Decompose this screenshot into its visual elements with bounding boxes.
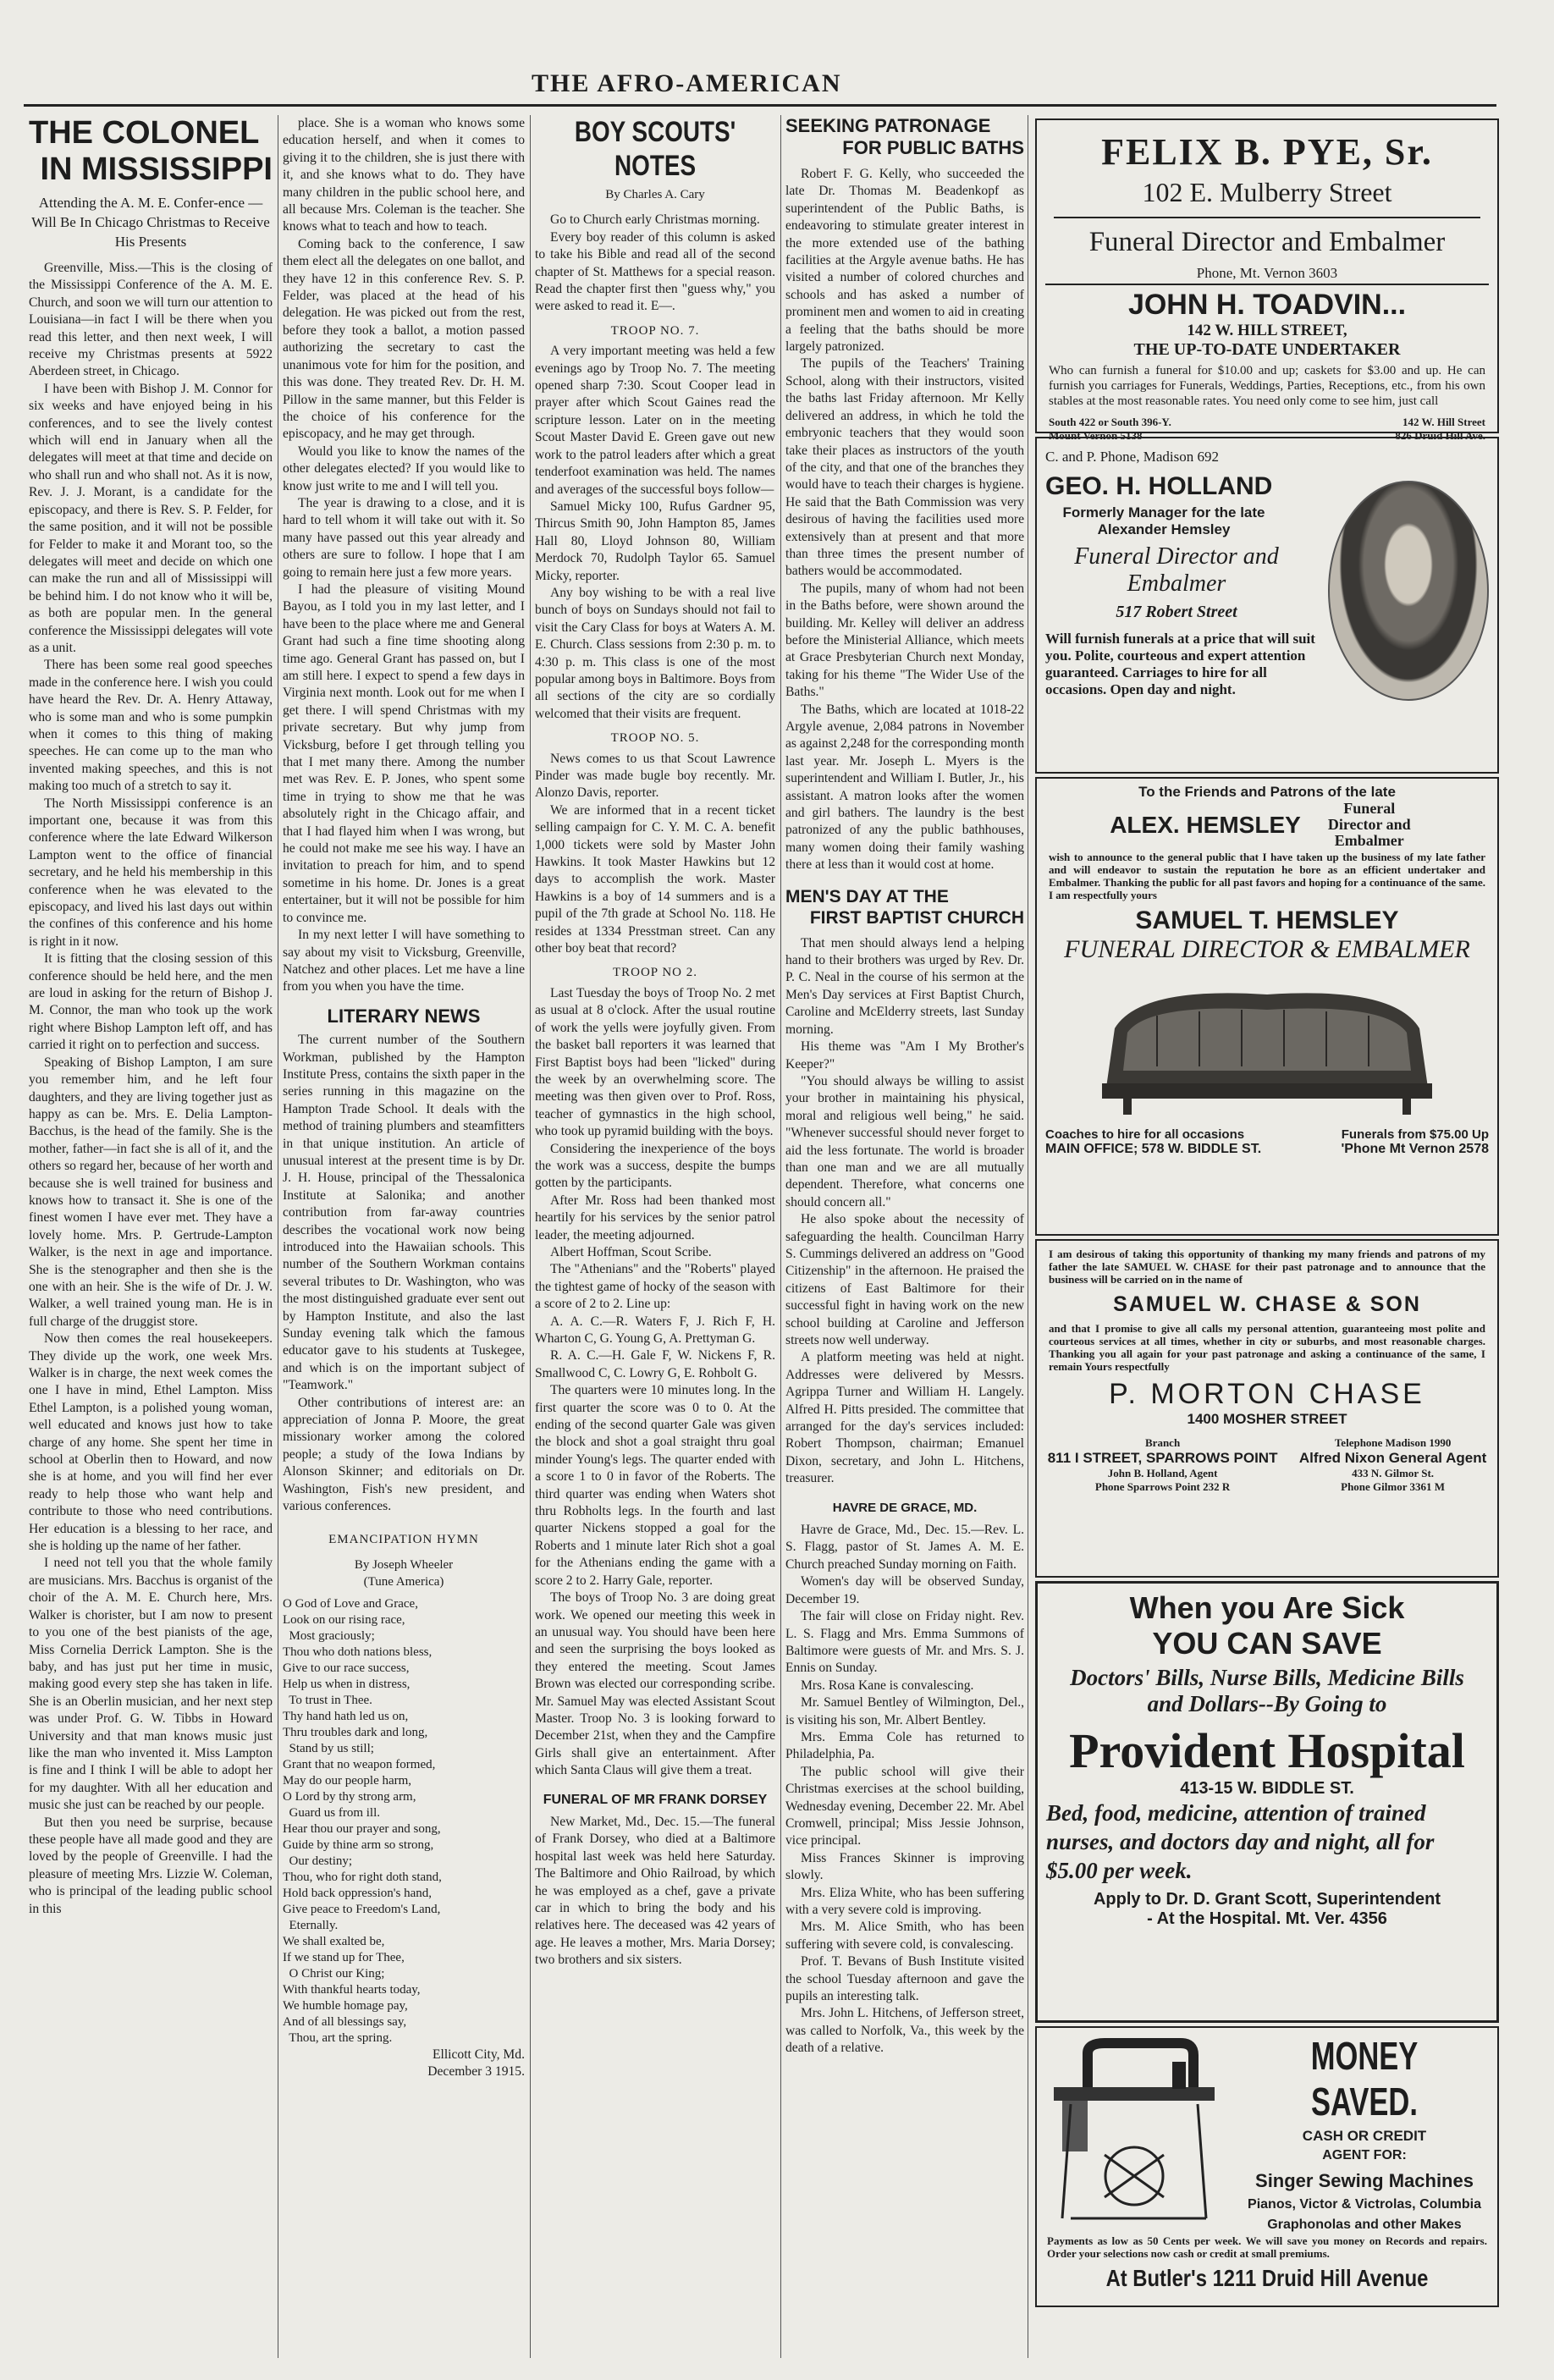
ad-toadvin-phone-2: Mount Vernon 5138 bbox=[1049, 429, 1143, 442]
headline-havre-de-grace: HAVRE DE GRACE, MD. bbox=[832, 1500, 978, 1515]
ad-hemsley-funerals: Funerals from $75.00 Up bbox=[1341, 1127, 1489, 1142]
ad-butler-terms: Payments as low as 50 Cents per week. We will save you money on Records and repairs. Order your selections now cash or credit at small premiums. bbox=[1047, 2234, 1487, 2260]
ad-toadvin-street-2: 826 Druid Hill Ave. bbox=[1395, 429, 1485, 442]
ad-toadvin-slogan: THE UP-TO-DATE UNDERTAKER bbox=[1133, 340, 1401, 359]
paragraph: The pupils of the Teachers' Training School, along with their instructors, visited the baths last Friday afternoon. Mr Kelly delivered an address, in which he told the embryonic teachers that they would soon take their places as instructors of the youth of the city, and that one of the branches they would have to teach their charges is hygiene. He said that the Bath Commission was very desirous of having the facilities used more extensively than at present and that more than three times the present number of bathers would be accommodated. bbox=[785, 356, 1024, 579]
article-body bbox=[29, 260, 273, 1918]
paragraph: But then you need be surprise, because these people have all made good and they are loved by the people of Greenville. I had the pleasure of meeting Mrs. Lizzie W. Coleman, who is principal of the leading public school in this bbox=[29, 1815, 273, 1916]
headline-colonel: THE COLONEL bbox=[29, 115, 260, 151]
paragraph: The current number of the Southern Workman, published by the Hampton Institute Press, contains the sixth paper in the series running in this magazine on the Hampton Trade School. It deals with the method of training plumbers and steamfitters in that unique institution. An article of unusual interest at the present time is by Dr. J. H. House, principal of the Thessalonica Institute at Salonika; and another contribution from far-away countries describes the vocational work now being introduced into the Hawaiian schools. This number of the Southern Workman contains several tributes to Dr. Washington, who was the most distinguished graduate ever sent out by Hampton Institute, and also the last Sunday evening talk which the famous educator gave to his students at Tuskegee, and which is on the important subject of "Teamwork." bbox=[283, 1033, 525, 1393]
ad-holland-former: Formerly Manager for the late Alexander Hemsley bbox=[1062, 504, 1265, 537]
article-body bbox=[535, 212, 775, 315]
subheadline: Attending the A. M. E. Confer-ence — Will Be In Chicago Christmas to Receive His Presents bbox=[31, 195, 270, 250]
paragraph: Mrs. M. Alice Smith, who has been suffering with severe cold, is convalescing. bbox=[785, 1920, 1024, 1952]
ad-chase bbox=[1035, 1239, 1499, 1578]
headline-mississippi: IN MISSISSIPPI bbox=[40, 152, 273, 187]
holland-portrait bbox=[1328, 481, 1489, 701]
paragraph: Mr. Samuel Bentley of Wilmington, Del., is visiting his son, Mr. Albert Bentley. bbox=[785, 1695, 1024, 1727]
article-body bbox=[535, 751, 775, 958]
ad-pye-address: 102 E. Mulberry Street bbox=[1142, 177, 1392, 207]
ad-butler-agent: AGENT FOR: bbox=[1322, 2148, 1407, 2162]
ad-provident-line-5: Bed, food, medicine, attention of trained nurses, and doctors day and night, all for $5.00 per week. bbox=[1046, 1800, 1435, 1883]
ad-hemsley-name: ALEX. HEMSLEY bbox=[1110, 811, 1301, 838]
paragraph: Go to Church early Christmas morning. bbox=[550, 212, 760, 228]
paragraph: Would you like to know the names of the other delegates elected? If you would like to know just write to me and I will tell you. bbox=[283, 443, 525, 493]
headline-first-baptist: FIRST BAPTIST CHURCH bbox=[809, 907, 1024, 928]
paragraph: The year is drawing to a close, and it is hard to tell whom it will take out with it. So many have passed out this year already and others are sure to follow. I hope that I am going to remain here just a few more years. bbox=[283, 495, 525, 580]
paragraph: The North Mississippi conference is an important one, because it was from this conference where the late Edward Wilkerson Lampton went to the office of financial secretary, and he held his membership in this conference when he was elevated to the episcopacy, and lived his last days out within the confines of this conference and his home is right in it now. bbox=[29, 796, 273, 949]
paragraph: A platform meeting was held at night. Addresses were delivered by Messrs. Agrippa Turner and William H. Langely. Alfred H. Pitts presided. The committee that arranged for the day's services included: Robert Thompson, chairman; Emanuel Dixon, secretary, and John L. Hitchens, treasurer. bbox=[785, 1350, 1024, 1486]
ad-chase-agent: John B. Holland, Agent bbox=[1107, 1467, 1218, 1479]
ad-pye-trade: Funeral Director and Embalmer bbox=[1088, 227, 1446, 257]
paragraph: Mrs. Emma Cole has returned to Philadelphia, Pa. bbox=[785, 1729, 1024, 1762]
ad-chase-branch-phone: Phone Sparrows Point 232 R bbox=[1094, 1480, 1231, 1493]
hymn-title: EMANCIPATION HYMN bbox=[328, 1532, 479, 1546]
headline-public-baths: FOR PUBLIC BATHS bbox=[842, 137, 1024, 158]
paragraph: Now then comes the real housekeepers. They divide up the work, one week Mrs. Walker is in charge, the next week comes the one I have in mind, Ethel Lampton. Miss Ethel Lampton, is a polished young woman, well educated and knows just how to take charge of any home. She spent her time in school at Oberlin then to Howard, and now she is at home, and you will find her ever ready to help those who want help and contribute to those who need contributions. Her education is a blessing to her race, and she is holding up the name of her father. bbox=[29, 1331, 273, 1554]
paragraph: Prof. T. Bevans of Bush Institute visited the school Tuesday afternoon and gave the pupils an interesting talk. bbox=[785, 1954, 1024, 2004]
paragraph: It is fitting that the closing session of this conference should be held here, and the men are loud in asking for the return of Bishop J. M. Connor, the man who took up the work right where Bishop Lampton left off, and has carried it right on to perfection and success. bbox=[29, 951, 273, 1053]
ad-provident-line-6: Apply to Dr. D. Grant Scott, Superintendent bbox=[1093, 1890, 1441, 1909]
paragraph: There has been some real good speeches made in the conference here. I wish you could have heard the Rev. Dr. A. Henry Attaway, who is some man and who is some pumpkin when it comes to this thing of making speeches. He can come up to the man who invented making speeches, and this is not making too much of a stretch to say it. bbox=[29, 658, 273, 794]
ad-chase-telephone: Telephone Madison 1990 bbox=[1334, 1436, 1452, 1449]
headline-seeking-patronage: SEEKING PATRONAGE bbox=[785, 115, 991, 136]
headline-mens-day: MEN'S DAY AT THE bbox=[785, 886, 949, 906]
paragraph: Other contributions of interest are: an appreciation of Jonna P. Moore, the great missionary worker among the colored people; a study of the Iowa Indians by Alonson Skinner; and editorials on Dr. Washington, Fish's new president, and various conferences. bbox=[283, 1395, 525, 1514]
article-body bbox=[283, 115, 525, 996]
ad-hemsley-coaches: Coaches to hire for all occasions bbox=[1045, 1127, 1245, 1142]
ad-toadvin-street: 142 W. Hill Street bbox=[1402, 416, 1485, 428]
column-boy-scouts bbox=[535, 115, 775, 2358]
hymn-author: By Joseph Wheeler bbox=[354, 1557, 454, 1572]
column-colonel bbox=[29, 115, 273, 2358]
headline-funeral: FUNERAL OF MR FRANK DORSEY bbox=[543, 1792, 768, 1807]
ad-butler-pianos: Pianos, Victor & Victrolas, Columbia bbox=[1248, 2197, 1481, 2212]
ad-provident-hospital bbox=[1035, 1581, 1499, 2023]
ad-butler-cash: CASH OR CREDIT bbox=[1302, 2128, 1427, 2144]
column-rule bbox=[780, 115, 781, 2358]
headline-literary-news: LITERARY NEWS bbox=[327, 1005, 481, 1027]
ad-chase-name: SAMUEL W. CHASE & SON bbox=[1113, 1292, 1421, 1316]
ad-hemsley-phone: 'Phone Mt Vernon 2578 bbox=[1341, 1142, 1489, 1156]
paragraph: Women's day will be observed Sunday, December 19. bbox=[785, 1574, 1024, 1606]
ad-hemsley-successor-trade: FUNERAL DIRECTOR & EMBALMER bbox=[1064, 935, 1470, 963]
article-body bbox=[535, 1814, 775, 1970]
newspaper-page bbox=[24, 59, 1530, 2361]
masthead bbox=[24, 59, 1496, 107]
ad-holland-phone: C. and P. Phone, Madison 692 bbox=[1045, 449, 1219, 465]
ad-holland bbox=[1035, 437, 1499, 774]
paragraph: Albert Hoffman, Scout Scribe. bbox=[550, 1244, 712, 1259]
column-rule bbox=[530, 115, 531, 2358]
ad-chase-body-2: and that I promise to give all calls my personal attention, guaranteeing most polite and courteous services at all times, whether in city or suburbs, and most reasonable charges. Thanking you all again for your past patronage and asking a continuance of the same, I remain Yours respectfully bbox=[1049, 1322, 1485, 1373]
ad-chase-general-phone: Phone Gilmor 3361 M bbox=[1341, 1480, 1446, 1493]
ad-chase-general-address: 433 N. Gilmor St. bbox=[1352, 1467, 1435, 1479]
paragraph: I need not tell you that the whole family are musicians. Mrs. Bacchus is organist of the choir of the A. M. E. Church here, Mrs. Walker is chorister, but I am now to present to you one of the best pianists of the age, Miss Cornelia Derrick Lampton. She is the baby, and has just put her time in music, making good every step she has taken in life. She is an Oberlin musician, and her next step was under Prof. G. W. Tibbs in Howard University and that man knows music just like the man who invented it. Miss Lampton is fine and I think I will be able to adopt her for my daughter. With all her education and music she just can be reached by our people. bbox=[29, 1556, 273, 1813]
ad-butler bbox=[1035, 2026, 1499, 2307]
paragraph: The fair will close on Friday night. Rev. L. S. Flagg and Mrs. Emma Summons of Baltimore were guests of Mr. and Mrs. S. J. Ennis on Sunday. bbox=[785, 1609, 1024, 1676]
paragraph: Last Tuesday the boys of Troop No. 2 met as usual at 8 o'clock. After the usual routine of work the yells were joyfully given. From the basket ball reporters it was learned that First Baptist boys had been "licked" during the week by an overwhelming score. The meeting was then given over to Prof. Ross, teacher of gymnastics in the high school, who took up pyramid building with the boys. bbox=[535, 985, 775, 1139]
ad-holland-address: 517 Robert Street bbox=[1116, 603, 1237, 621]
paragraph: Samuel Micky 100, Rufus Gardner 95, Thircus Smith 90, John Hampton 85, James Hall 80, Lloyd Johnson 80, William Merdock 70, Rudolph Taylor 65. Samuel Micky, reporter. bbox=[535, 499, 775, 583]
ad-chase-general-agent: Alfred Nixon General Agent bbox=[1298, 1450, 1487, 1466]
sofa-illustration bbox=[1089, 969, 1445, 1121]
paragraph: Mrs. Eliza White, who has been suffering with a very severe cold is improving. bbox=[785, 1885, 1024, 1917]
paragraph: He also spoke about the necessity of safeguarding the health. Councilman Harry S. Cummings delivered an address on "Good Citizenship" in the afternoon. He praised the citizens of East Baltimore for their successful fight in having work on the new school building at Caroline and Jefferson streets now well underway. bbox=[785, 1212, 1024, 1347]
column-public-baths bbox=[785, 115, 1024, 2358]
paragraph: Any boy wishing to be with a real live bunch of boys on Sundays should not fail to visit the Cary Class for boys at Waters A. M. E. Church. Class sessions from 2:30 p. m. to 4:30 p. m. This class is one of the most popular among boys in Baltimore. Boys from all sections of the city are so cordially welcomed that their visits are frequent. bbox=[535, 585, 775, 721]
paragraph: New Market, Md., Dec. 15.—The funeral of Frank Dorsey, who died at a Baltimore hospital last week was held here Saturday. The Baltimore and Ohio Railroad, by which he was employed as a chef, gave a private car in which to bring the body and his relatives here. The deceased was 42 years of age. He leaves a mother, Mrs. Maria Dorsey; two brothers and six sisters. bbox=[535, 1814, 775, 1968]
section-troop-5: TROOP NO. 5. bbox=[610, 731, 700, 746]
paragraph: The "Athenians" and the "Roberts" played the tightest game of hocky of the season with a score of 2 to 2. Line up: bbox=[535, 1262, 775, 1312]
paragraph: The Baths, which are located at 1018-22 Argyle avenue, 2,084 patrons in November as against 2,248 for the corresponding month last year. Mr. Joseph L. Myers is the superintendent and William I. Butler, Jr., his assistant. A matron looks after the women and girl bathers. The laundry is the best patronized of any the public bathhouses, many women doing their family washing there at less than it would cost at home. bbox=[785, 702, 1024, 873]
ad-chase-body: I am desirous of taking this opportunity of thanking my many friends and patrons of my father the late SAMUEL W. CHASE for their past patronage and to announce that the business will be carried on in the name of bbox=[1049, 1248, 1485, 1286]
ad-holland-body: Will furnish funerals at a price that will suit you. Polite, courteous and expert attention guaranteed. Carriages to hire for all occasions. Open day and night. bbox=[1045, 631, 1315, 697]
paragraph: Miss Frances Skinner is improving slowly. bbox=[785, 1850, 1024, 1883]
ad-provident-line-7: - At the Hospital. Mt. Ver. 4356 bbox=[1147, 1909, 1387, 1928]
byline: By Charles A. Cary bbox=[605, 188, 705, 201]
paragraph: The quarters were 10 minutes long. In the first quarter the score was 0 to 0. At the ending of the second quarter Gale was given the block and shot a goal straight thru goal minder Young's legs. The quarter ended with a score 1 to 0 in favor of the Roberts. The third quarter was ending when Waters shot thru Robholts legs. In the fourth and last quarter Nickens stopped a goal for the Roberts and 1 minute later Rich shot a goal for the Athenians ending the game with a score 2 to 2. Harry Gale, reporter. bbox=[535, 1383, 775, 1588]
paragraph: After Mr. Ross had been thanked most heartily for his services by the senior patrol leader, the meeting adjourned. bbox=[535, 1193, 775, 1242]
article-body bbox=[785, 1522, 1024, 2058]
paragraph: Considering the inexperience of the boys the work was a success, despite the bumps gotten by the participants. bbox=[535, 1141, 775, 1191]
ad-toadvin-name: JOHN H. TOADVIN... bbox=[1127, 289, 1407, 321]
headline-boy-scouts: BOY SCOUTS' NOTES bbox=[574, 116, 736, 182]
ad-hemsley bbox=[1035, 777, 1499, 1236]
paragraph: The public school will give their Christmas exercises at the school building, Wednesday evening, December 22. Mr. Abel Cromwell, principal; Miss Jessie Johnson, vice principal. bbox=[785, 1764, 1024, 1848]
column-colonel-cont bbox=[283, 115, 525, 2358]
ad-provident-line-2: YOU CAN SAVE bbox=[1152, 1626, 1382, 1661]
hymn-text: O God of Love and Grace, Look on our rising race, Most graciously; Thou who doth nations bless, Give to our race success, Help us when in distress, To trust in Thee. Thy hand hath led us on, Thru troubles dark and long, Stand by us still; Grant that no weapon formed, May do our people harm, O Lord by thy strong arm, Guard us from ill. Hear thou our prayer and song, Guide by thine arm so strong, Our destiny; Thou, who for right doth stand, Hold back oppression's hand, Give peace to Freedom's Land, Eternally. We shall exalted be, If we stand up for Thee, O Christ our King; With thankful hearts today, We humble homage pay, And of all blessings say, Thou, art the spring. bbox=[283, 1596, 442, 2045]
ad-toadvin-body: Who can furnish a funeral for $10.00 and up; caskets for $3.00 and up. He can furnish you carriages for Funerals, Weddings, Parties, Receptions, etc., from his own stables at the most reasonable rates. You need only come to see him, just call bbox=[1049, 364, 1485, 408]
ad-toadvin-address: 142 W. HILL STREET, bbox=[1187, 322, 1347, 339]
paragraph: Mrs. John L. Hitchens, of Jefferson street, was called to Norfolk, Va., this week by the death of a relative. bbox=[785, 2006, 1024, 2056]
ad-provident-address: 413-15 W. BIDDLE ST. bbox=[1180, 1779, 1354, 1798]
ad-butler-footer: At Butler's 1211 Druid Hill Avenue bbox=[1105, 2265, 1429, 2291]
paragraph: We are informed that in a recent ticket selling campaign for C. Y. M. C. A. benefit 1,000 tickets were sold by Master John Hawkins. It took Master Hawkins but 12 days to accomplish the work. Master Hawkins is a boy of 14 summers and is a pupil of the 7th grade at School No. 118. He resides at 1334 Presstman street. Can any other boy beat that record? bbox=[535, 802, 775, 956]
paragraph: In my next letter I will have something to say about my visit to Vicksburg, Greenville, Natchez and other places. Let me have a line from you when you have the time. bbox=[283, 928, 525, 994]
paragraph: R. A. C.—H. Gale F, W. Nickens F, R. Smallwood C, C. Lowry G, E. Rohbolt G. bbox=[535, 1348, 775, 1380]
ad-provident-line-1: When you Are Sick bbox=[1129, 1590, 1405, 1625]
paragraph: That men should always lend a helping hand to their brothers was urged by Rev. Dr. P. C. Neal in the course of his sermon at the Men's Day services at First Baptist Church, Caroline and McElderry streets, last Sunday morning. bbox=[785, 935, 1024, 1037]
sewing-machine-illustration bbox=[1037, 2028, 1232, 2231]
paragraph: A. A. C.—R. Waters F, J. Rich F, H. Wharton C, G. Young G, A. Prettyman G. bbox=[535, 1314, 775, 1346]
paragraph: The boys of Troop No. 3 are doing great work. We opened our meeting this week in an unusual way. You should have been here and seen the surprising the boys looked as they entered the meeting. Scout James Brown was elected our corresponding scribe. Mr. Samuel May was elected Assistant Scout Master. Troop No. 3 is looking forward to December 21st, when they and the Campfire Girls shall give an entertainment. After which Santa Claus will give them a treat. bbox=[535, 1590, 775, 1778]
paragraph: A very important meeting was held a few evenings ago by Troop No. 7. The meeting opened sharp 7:30. Scout Cooper lead in prayer after which Scout Gaines read the scripture lesson. Later on in the meeting Scout Master David E. Green gave out new work to the patrol leaders after which a great tenderfoot examination was held. The names and averages of the successful boys follow— bbox=[535, 344, 775, 497]
hymn-date: December 3 1915. bbox=[427, 2064, 525, 2080]
article-body bbox=[785, 935, 1024, 1488]
paragraph: Robert F. G. Kelly, who succeeded the late Dr. Thomas M. Beadenkopf as superintendent of the Public Baths, is endeavoring to stimulate greater interest in the more extended use of the bathing facilities at the Argyle avenue baths. He has visited a number of colored churches and schools and has asked a number of prominent men and women to aid in creating a feeling that the baths should be more largely patronized. bbox=[785, 167, 1024, 355]
paragraph: I had the pleasure of visiting Mound Bayou, as I told you in my last letter, and I have been to the place where me and General Grant had such a fine time shooting along time ago. General Grant has passed on, but I am still here. I expect to spend a few days in Virginia next month. Look out for me when I get there. I will spend Christmas with my private secretary. But why jump from Vicksburg, before I get through telling you that I met many there. Among the number met was Rev. E. P. Jones, who spent some time in trying to show me that he was absolutely right in the Chicago affair, and that I had flayed him when I was wrong, but he could not make me see his way. I have an invitation to preach for him, and to spend sometime in his home. Dr. Jones is a great entertainer, but it will not be possible for him to convince me. bbox=[283, 581, 525, 925]
paragraph: "You should always be willing to assist your brother in maintaining his physical, moral and religious well being," he said. "Whenever successful should never forget to aid the less fortunate. The world is broader than one man and we are all mutually dependent. Therefore, what concerns one should concern all." bbox=[785, 1073, 1024, 1209]
paragraph: News comes to us that Scout Lawrence Pinder was made bugle boy recently. Mr. Alonzo Davis, reporter. bbox=[535, 751, 775, 801]
ad-provident-line-4: and Dollars--By Going to bbox=[1147, 1691, 1387, 1716]
ad-toadvin-phone: South 422 or South 396-Y. bbox=[1049, 416, 1171, 428]
paragraph: The pupils, many of whom had not been in the Baths before, were shown around the building. Mr. Kelley will deliver an address before the Ministerial Alliance, which meets at Grace Presbyterian Church next Monday, taking for his theme "The Wider Use of the Baths." bbox=[785, 581, 1024, 700]
literary-body bbox=[283, 1032, 525, 1515]
ad-chase-branch-address: 811 I STREET, SPARROWS POINT bbox=[1047, 1450, 1278, 1466]
ad-hemsley-successor: SAMUEL T. HEMSLEY bbox=[1135, 906, 1399, 934]
paragraph: Speaking of Bishop Lampton, I am sure you remember him, and he left four daughters, and they are living together just as happy as can be. Mrs. E. Delia Lampton-Bacchus, is the head of the family. She is the mother, father—in fact she is all of it, and the others so regard her, because of her worth and because she is well trained for business and knows how to transact it. She is one of the finest women I have ever met. They have a lovely home. Mrs. P. Gertrude-Lampton Walker, is the next in age and importance. She is the stenographer and then she is the one with an heir. She is the wife of Dr. J. W. Walker, a well trained young man. He is in full charge of the druggist store. bbox=[29, 1055, 273, 1329]
paragraph: Mrs. Rosa Kane is convalescing. bbox=[801, 1678, 974, 1693]
ad-butler-headline: MONEY SAVED. bbox=[1310, 2034, 1419, 2124]
hymn-place: Ellicott City, Md. bbox=[432, 2047, 525, 2062]
paragraph: Every boy reader of this column is asked to take his Bible and read all of the second chapter of St. Matthews for a special reason. Read the chapter first then "guess why," you were asked to read it. E—. bbox=[535, 229, 775, 314]
paragraph: His theme was "Am I My Brother's Keeper?" bbox=[785, 1039, 1024, 1072]
ad-holland-trade-2: Embalmer bbox=[1127, 570, 1226, 597]
ad-hemsley-top: To the Friends and Patrons of the late bbox=[1138, 784, 1396, 800]
hymn-tune: (Tune America) bbox=[363, 1575, 444, 1589]
ad-chase-branch: Branch bbox=[1145, 1436, 1181, 1449]
article-body bbox=[785, 166, 1024, 874]
ad-butler-graphonolas: Graphonolas and other Makes bbox=[1267, 2217, 1462, 2232]
ad-pye-toadvin bbox=[1035, 118, 1499, 442]
ad-provident-line-3: Doctors' Bills, Nurse Bills, Medicine Bills bbox=[1070, 1665, 1464, 1690]
article-body bbox=[535, 343, 775, 723]
ad-chase-sign: P. MORTON CHASE bbox=[1109, 1378, 1425, 1410]
ad-hemsley-body: wish to announce to the general public that I have taken up the business of my late father and will endeavor to sustain the reputation he bore as an efficient undertaker and Embalmer. Thanking the public for all past favors and hoping for a continuance of the same. I am respectfully yours bbox=[1049, 851, 1485, 901]
ad-holland-trade: Funeral Director and bbox=[1074, 543, 1279, 570]
ad-chase-address: 1400 MOSHER STREET bbox=[1187, 1411, 1347, 1427]
paragraph: I have been with Bishop J. M. Connor for six weeks and have enjoyed being in his conferences, and to see the lively contest which will end in January when all the delegates will meet at that time and decide on who shall run and who shall not. As it is now, Rev. J. J. Morant, is a candidate for the episcopacy, and there is Rev. S. P. Felder, for the same position, and it will not be possible for Felder to make it and Morant too, so the delegates will meet and decide on which one can make the run and all of Mississippi will be behind him. I do not know who it will be, as both are popular men. In the general conference the Mississippi delegates will vote as a unit. bbox=[29, 381, 273, 655]
section-troop-2: TROOP NO 2. bbox=[612, 966, 698, 980]
ad-pye-name: FELIX B. PYE, Sr. bbox=[1101, 131, 1433, 173]
paragraph: place. She is a woman who knows some education herself, and when it comes to giving it to the children, she is just there with it, and she knows what to do. They have many children in the public school here, and all because Mrs. Coleman is the teacher. She knows what to teach and how to teach. bbox=[283, 116, 525, 234]
ad-hemsley-office: MAIN OFFICE; 578 W. BIDDLE ST. bbox=[1045, 1142, 1262, 1156]
ad-provident-name: Provident Hospital bbox=[1069, 1723, 1465, 1778]
ad-pye-phone: Phone, Mt. Vernon 3603 bbox=[1196, 265, 1338, 281]
ad-hemsley-trade: Funeral Director and Embalmer bbox=[1327, 800, 1411, 849]
section-troop-7: TROOP NO. 7. bbox=[610, 323, 700, 338]
paragraph: Havre de Grace, Md., Dec. 15.—Rev. L. S. Flagg, pastor of St. James A. M. E. Church preached Sunday morning on Faith. bbox=[785, 1523, 1024, 1572]
paragraph: Greenville, Miss.—This is the closing of the Mississippi Conference of the A. M. E. Church, and soon we will turn our attention to Louisiana—in fact I will be there when you read this letter, and then next week, I will receive my Christmas presents at 5922 Aberdeen street, in Chicago. bbox=[29, 261, 273, 379]
ad-butler-brand: Singer Sewing Machines bbox=[1255, 2170, 1474, 2191]
article-body bbox=[535, 985, 775, 1780]
paragraph: Coming back to the conference, I saw them elect all the delegates on one ballot, and they have 12 in this conference Rev. S. P. Felder, was placed at the head of his delegation. He was picked out from the rest, before they took a ballot, a motion passed authorizing the secretary to cast the unanimous vote for him for the position, and this was done. They treated Rev. Dr. H. M. Pillow in the same manner, but this Felder is the choice of his conference for the episcopacy, and he may get through. bbox=[283, 236, 525, 442]
ad-holland-name: GEO. H. HOLLAND bbox=[1045, 472, 1273, 500]
masthead-title: THE AFRO-AMERICAN bbox=[532, 69, 842, 97]
